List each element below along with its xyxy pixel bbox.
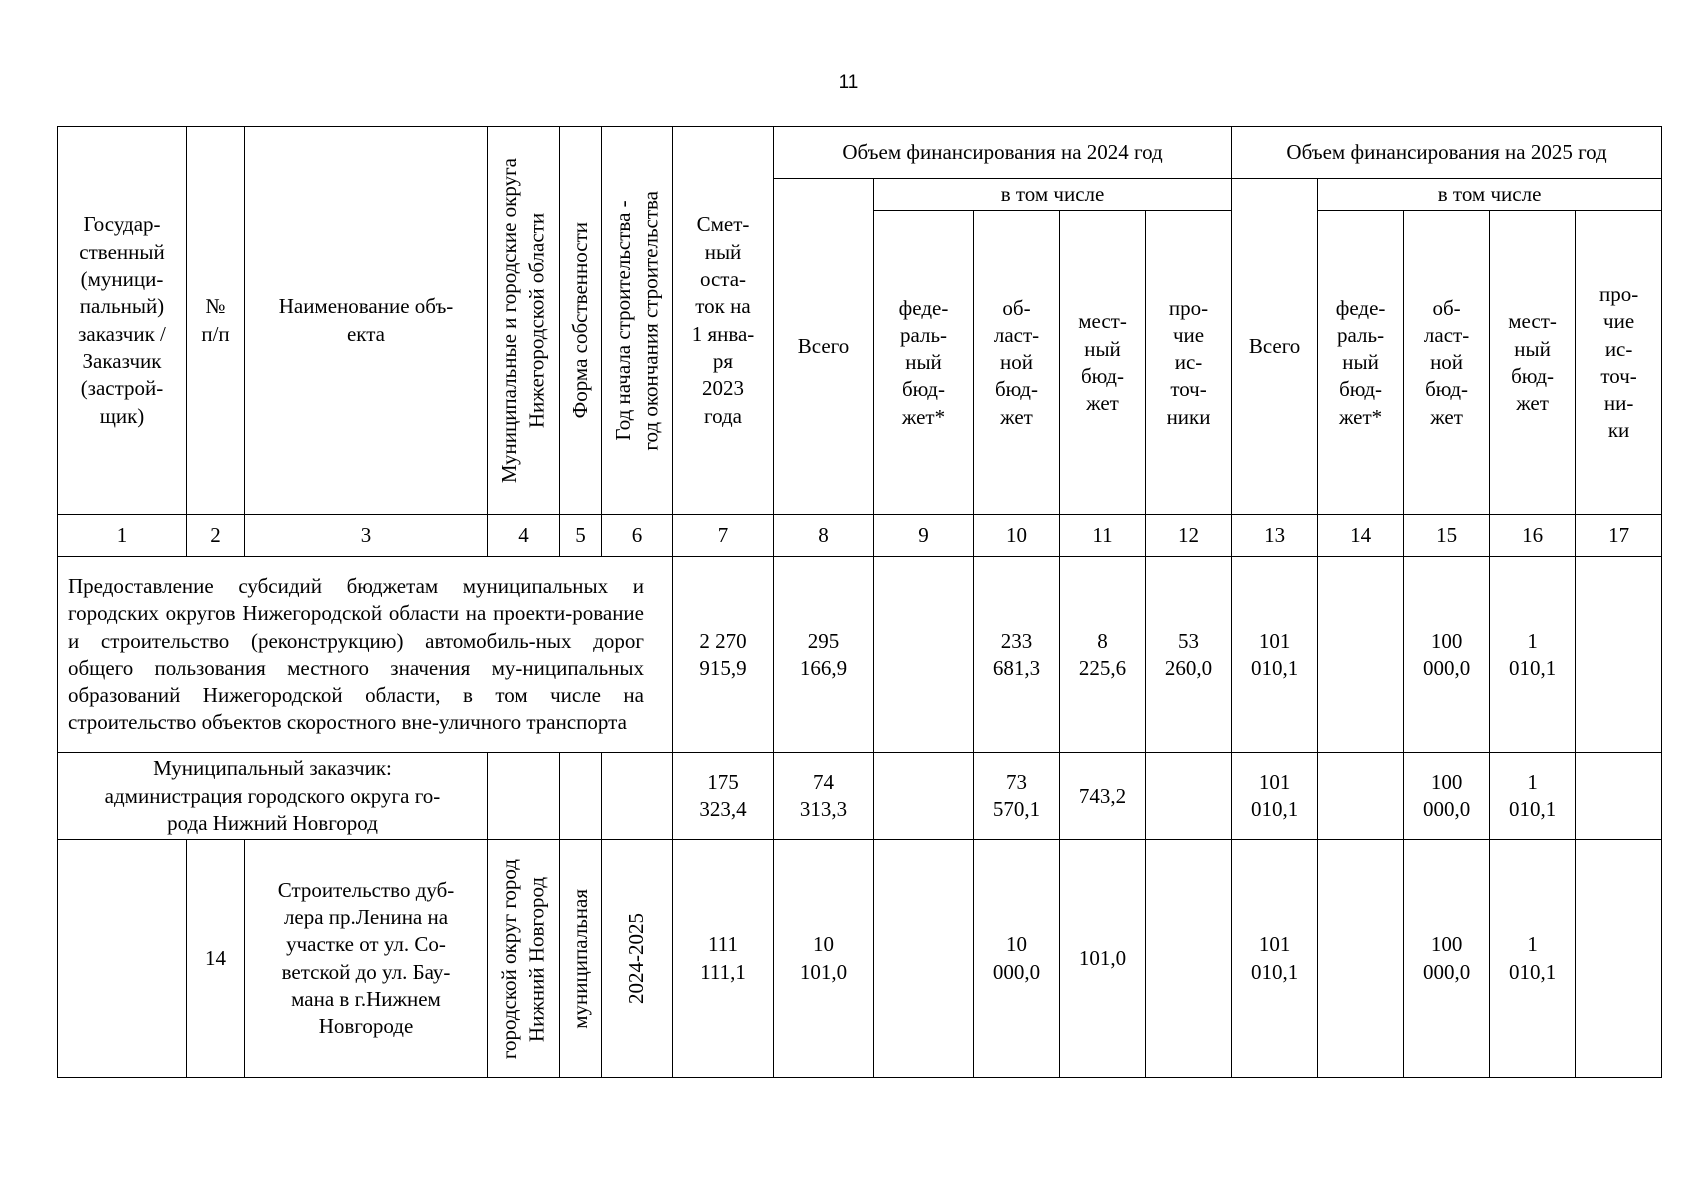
customer-empty-cell — [602, 753, 673, 840]
column-number: 13 — [1232, 515, 1318, 557]
header-row-1 — [58, 127, 1662, 179]
subsidy-local-2025: 1 010,1 — [1490, 557, 1576, 753]
column-number: 9 — [874, 515, 974, 557]
financing-table — [57, 126, 1662, 1078]
header-federal-2024: феде- раль- ный бюд- жет* — [874, 211, 974, 515]
header-years-text: Год начала строительства - год окончания строительства — [610, 190, 662, 451]
customer-estimated-balance: 175 323,4 — [673, 753, 774, 840]
header-object-name: Наименование объ- екта — [245, 127, 488, 515]
object-district — [488, 840, 560, 1078]
header-customer: Государ- ственный (муници- пальный) заказчик / Заказчик (застрой- щик) — [58, 127, 187, 515]
header-ownership — [560, 127, 602, 515]
customer-federal-2025 — [1318, 753, 1404, 840]
customer-row — [58, 753, 1662, 840]
column-number: 4 — [488, 515, 560, 557]
subsidy-federal-2024 — [874, 557, 974, 753]
customer-local-2024: 743,2 — [1060, 753, 1146, 840]
subsidy-federal-2025 — [1318, 557, 1404, 753]
header-other-2025: про- чие ис- точ- ни- ки — [1576, 211, 1662, 515]
subsidy-regional-2024: 233 681,3 — [974, 557, 1060, 753]
object-district-text: городской округ город Нижний Новгород — [497, 858, 549, 1059]
object-number: 14 — [187, 840, 245, 1078]
header-total-2024: Всего — [774, 179, 874, 515]
customer-regional-2025: 100 000,0 — [1404, 753, 1490, 840]
page-number: 11 — [838, 72, 859, 93]
subsidy-regional-2025: 100 000,0 — [1404, 557, 1490, 753]
header-districts-text: Муниципальные и городские округа Нижегородской области — [497, 158, 549, 484]
header-other-2024: про- чие ис- точ- ники — [1146, 211, 1232, 515]
subsidy-local-2024: 8 225,6 — [1060, 557, 1146, 753]
object-name: Строительство дуб- лера пр.Ленина на участке от ул. Со- ветской до ул. Бау- мана в г.Нижнем Новгороде — [245, 840, 488, 1078]
subsidy-total-2024: 295 166,9 — [774, 557, 874, 753]
header-regional-2025: об- ласт- ной бюд- жет — [1404, 211, 1490, 515]
column-number: 14 — [1318, 515, 1404, 557]
customer-total-2024: 74 313,3 — [774, 753, 874, 840]
object-regional-2024: 10 000,0 — [974, 840, 1060, 1078]
object-local-2025: 1 010,1 — [1490, 840, 1576, 1078]
column-number: 1 — [58, 515, 187, 557]
object-other-2024 — [1146, 840, 1232, 1078]
customer-other-2024 — [1146, 753, 1232, 840]
column-number: 16 — [1490, 515, 1576, 557]
header-local-2024: мест- ный бюд- жет — [1060, 211, 1146, 515]
column-number: 5 — [560, 515, 602, 557]
header-ownership-text: Форма собственности — [567, 222, 592, 419]
subsidy-title: Предоставление субсидий бюджетам муниципальных и городских округов Нижегородской области на проекти-рование и строительство (реконструкцию) автомобиль-ных дорог общего пользования местного значения му-ниципальных образований Нижегородской области, в том числе на строительство объектов скоростного вне-уличного транспорта — [58, 557, 673, 753]
header-federal-2025: феде- раль- ный бюд- жет* — [1318, 211, 1404, 515]
subsidy-row — [58, 557, 1662, 753]
object-total-2025: 101 010,1 — [1232, 840, 1318, 1078]
object-years — [602, 840, 673, 1078]
column-number: 8 — [774, 515, 874, 557]
header-funding-2025: Объем финансирования на 2025 год — [1232, 127, 1662, 179]
column-number: 7 — [673, 515, 774, 557]
column-number: 12 — [1146, 515, 1232, 557]
header-number: № п/п — [187, 127, 245, 515]
object-years-text: 2024-2025 — [624, 913, 649, 1005]
header-including-2025: в том числе — [1318, 179, 1662, 211]
header-estimated-balance: Смет- ный оста- ток на 1 янва- ря 2023 года — [673, 127, 774, 515]
customer-federal-2024 — [874, 753, 974, 840]
object-total-2024: 10 101,0 — [774, 840, 874, 1078]
column-number: 17 — [1576, 515, 1662, 557]
column-numbers-row — [58, 515, 1662, 557]
subsidy-other-2025 — [1576, 557, 1662, 753]
subsidy-total-2025: 101 010,1 — [1232, 557, 1318, 753]
object-local-2024: 101,0 — [1060, 840, 1146, 1078]
column-number: 6 — [602, 515, 673, 557]
customer-title: Муниципальный заказчик: администрация городского округа го- рода Нижний Новгород — [58, 753, 488, 840]
object-federal-2024 — [874, 840, 974, 1078]
header-districts — [488, 127, 560, 515]
column-number: 2 — [187, 515, 245, 557]
column-number: 3 — [245, 515, 488, 557]
object-row — [58, 840, 1662, 1078]
object-other-2025 — [1576, 840, 1662, 1078]
customer-empty-cell — [560, 753, 602, 840]
subsidy-estimated-balance: 2 270 915,9 — [673, 557, 774, 753]
header-including-2024: в том числе — [874, 179, 1232, 211]
column-number: 15 — [1404, 515, 1490, 557]
object-regional-2025: 100 000,0 — [1404, 840, 1490, 1078]
object-estimated-balance: 111 111,1 — [673, 840, 774, 1078]
object-ownership-text: муниципальная — [567, 888, 592, 1029]
object-customer — [58, 840, 187, 1078]
header-funding-2024: Объем финансирования на 2024 год — [774, 127, 1232, 179]
header-regional-2024: об- ласт- ной бюд- жет — [974, 211, 1060, 515]
object-federal-2025 — [1318, 840, 1404, 1078]
header-local-2025: мест- ный бюд- жет — [1490, 211, 1576, 515]
column-number: 10 — [974, 515, 1060, 557]
subsidy-other-2024: 53 260,0 — [1146, 557, 1232, 753]
header-years — [602, 127, 673, 515]
header-total-2025: Всего — [1232, 179, 1318, 515]
customer-regional-2024: 73 570,1 — [974, 753, 1060, 840]
object-ownership — [560, 840, 602, 1078]
customer-empty-cell — [488, 753, 560, 840]
customer-local-2025: 1 010,1 — [1490, 753, 1576, 840]
customer-other-2025 — [1576, 753, 1662, 840]
column-number: 11 — [1060, 515, 1146, 557]
customer-total-2025: 101 010,1 — [1232, 753, 1318, 840]
